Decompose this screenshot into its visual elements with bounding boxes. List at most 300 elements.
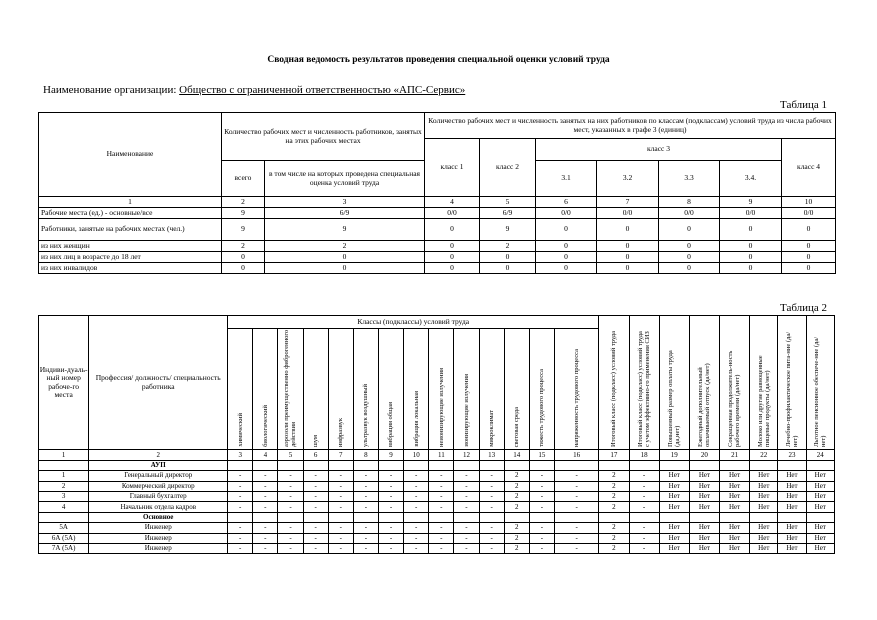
t1-header-incl: в том числе на которых проведена специальная оценка условий труда: [265, 161, 425, 197]
t1-header-class2: класс 2: [480, 139, 536, 197]
t2-column-numbers: [39, 450, 835, 460]
t2-cell: -: [353, 523, 378, 533]
t2-cell: -: [303, 491, 328, 501]
t2-cell: -: [328, 523, 353, 533]
t1-cell: 0: [536, 252, 597, 263]
t1-cell: 0: [480, 263, 536, 274]
t1-cell: 0: [265, 252, 425, 263]
t1-header-classes: Количество рабочих мест и численность занятых на них работников по классам (подклассам) условий труда из числа рабочих мест, указанных в графе 3 (единиц): [425, 113, 836, 139]
t2-cell: -: [378, 523, 403, 533]
t2-section-row: [39, 512, 835, 522]
t2-cell: -: [554, 533, 598, 543]
t2-cell: Нет: [720, 533, 750, 543]
vertical-header-text: шум: [312, 434, 320, 447]
t2-data-row: [39, 543, 835, 553]
t2-section-spacer: [303, 512, 328, 522]
t2-cell: Нет: [659, 481, 689, 491]
t2-cell: 2: [599, 543, 629, 553]
vertical-header-text: ионизирующие излучения: [462, 374, 470, 447]
t2-cell: Нет: [720, 491, 750, 501]
t2-factor-header: [404, 329, 429, 450]
t1-data-row: [39, 252, 836, 263]
t2-cell: Нет: [689, 481, 719, 491]
t2-cell: -: [404, 502, 429, 512]
t2-cell: Нет: [659, 543, 689, 553]
t2-section-spacer: [328, 512, 353, 522]
t2-cell: 2: [599, 523, 629, 533]
t2-section-spacer: [378, 460, 403, 470]
vertical-header-text: неионизирующие излучения: [437, 368, 445, 447]
t1-cell: 0: [222, 263, 265, 274]
t2-section-spacer: [599, 512, 629, 522]
t2-cell: Нет: [659, 471, 689, 481]
t2-data-row: [39, 533, 835, 543]
t2-cell: 2: [599, 471, 629, 481]
t2-cell: -: [253, 533, 278, 543]
t2-cell: -: [228, 491, 253, 501]
t2-header-classes: Классы (подклассы) условий труда: [228, 316, 599, 329]
t1-cell: 0/0: [720, 208, 782, 219]
t2-cell: -: [404, 481, 429, 491]
t1-cell: 2: [480, 241, 536, 252]
t1-cell: 0: [597, 252, 659, 263]
organization-name: Общество с ограниченной ответственностью «АПС-Сервис»: [179, 84, 466, 96]
t2-cell: -: [529, 502, 554, 512]
t2-cell: -: [328, 471, 353, 481]
t2-cell: -: [328, 502, 353, 512]
t2-cell: -: [429, 491, 454, 501]
t1-header-3-1: 3.1: [536, 161, 597, 197]
t2-cell: -: [278, 502, 303, 512]
t2-section-spacer: [228, 512, 253, 522]
t2-cell: -: [529, 491, 554, 501]
t1-cell: 0: [425, 241, 480, 252]
t2-cell: -: [454, 533, 479, 543]
t2-cell: -: [554, 491, 598, 501]
t2-cell: -: [454, 481, 479, 491]
t1-cell: 0: [265, 263, 425, 274]
t2-cell: Нет: [750, 523, 778, 533]
t2-cell: -: [404, 491, 429, 501]
t2-section-spacer: [778, 460, 806, 470]
t1-row-label: из них инвалидов: [39, 263, 222, 274]
t2-cell: -: [253, 523, 278, 533]
t2-cell: -: [328, 481, 353, 491]
vertical-header-text: ультразвук воздушный: [362, 383, 370, 447]
t2-section-spacer: [629, 512, 659, 522]
t2-cell: -: [228, 481, 253, 491]
t2-cell: -: [353, 533, 378, 543]
vertical-header-text: Льготное пенсионное обеспече-ние (да/нет): [813, 336, 828, 447]
t2-cell: -: [554, 471, 598, 481]
t2-cell: -: [328, 491, 353, 501]
t2-cell: -: [353, 543, 378, 553]
t2-header-profession: Профессия/ должность/ специальность работника: [89, 316, 228, 450]
t2-section-spacer: [720, 460, 750, 470]
t2-section-spacer: [454, 460, 479, 470]
summary-table-2: [38, 315, 835, 554]
t2-cell: Нет: [720, 481, 750, 491]
t2-cell: Нет: [778, 533, 806, 543]
t2-colnum: 14: [504, 450, 529, 460]
t2-cell: -: [554, 481, 598, 491]
t2-section-spacer: [328, 460, 353, 470]
t2-section-spacer: [778, 512, 806, 522]
t2-cell: Нет: [806, 523, 834, 533]
t2-header-nutrition: [778, 316, 806, 450]
t2-section-spacer: [479, 460, 504, 470]
t2-profession: Коммерческий директор: [89, 481, 228, 491]
t2-section-spacer: [39, 460, 89, 470]
t1-cell: 2: [265, 241, 425, 252]
t2-section-spacer: [720, 512, 750, 522]
t1-header-count: Количество рабочих мест и численность работников, занятых на этих рабочих местах: [222, 113, 425, 161]
t2-cell: -: [454, 523, 479, 533]
t2-profession: Инженер: [89, 543, 228, 553]
t2-factor-header: [228, 329, 253, 450]
t2-cell: Нет: [720, 543, 750, 553]
t2-factor-header: [429, 329, 454, 450]
t2-cell: -: [378, 471, 403, 481]
t2-cell: -: [479, 533, 504, 543]
t1-cell: 0: [659, 219, 720, 241]
t2-cell: Нет: [689, 502, 719, 512]
t2-cell: 2: [504, 543, 529, 553]
t2-colnum: 9: [378, 450, 403, 460]
t2-section-spacer: [689, 460, 719, 470]
t2-cell: Нет: [750, 543, 778, 553]
t1-colnum: 10: [782, 197, 836, 208]
vertical-header-text: тяжесть трудового процесса: [538, 369, 546, 447]
t2-section-spacer: [750, 512, 778, 522]
t2-colnum: 15: [529, 450, 554, 460]
t2-section-spacer: [353, 460, 378, 470]
t2-cell: -: [328, 533, 353, 543]
t2-cell: -: [278, 481, 303, 491]
t2-cell: -: [278, 533, 303, 543]
t2-cell: -: [303, 471, 328, 481]
t2-workplace-id: 4: [39, 502, 89, 512]
t2-cell: 2: [599, 502, 629, 512]
t2-cell: 2: [504, 502, 529, 512]
t1-cell: 9: [265, 219, 425, 241]
t2-cell: -: [629, 471, 659, 481]
t2-colnum: 3: [228, 450, 253, 460]
t1-column-numbers: [39, 197, 836, 208]
t2-cell: Нет: [689, 523, 719, 533]
t2-profession: Инженер: [89, 533, 228, 543]
t1-cell: 0: [425, 219, 480, 241]
t2-cell: -: [454, 543, 479, 553]
t2-cell: Нет: [778, 481, 806, 491]
t2-profession: Инженер: [89, 523, 228, 533]
t2-cell: -: [629, 491, 659, 501]
t2-cell: -: [253, 481, 278, 491]
t2-factor-header: [504, 329, 529, 450]
t2-header-id: Индиви-дуаль-ный номер рабоче-го места: [39, 316, 89, 450]
t1-cell: 2: [222, 241, 265, 252]
organization-line: [43, 84, 465, 96]
t2-section-row: [39, 460, 835, 470]
t1-cell: 0/0: [597, 208, 659, 219]
t1-colnum: 3: [265, 197, 425, 208]
t1-colnum: 4: [425, 197, 480, 208]
t2-colnum: 16: [554, 450, 598, 460]
t2-section-spacer: [554, 512, 598, 522]
t1-cell: 0: [782, 252, 836, 263]
t2-data-row: [39, 523, 835, 533]
t1-cell: 0: [480, 252, 536, 263]
t2-cell: Нет: [806, 471, 834, 481]
t2-cell: 2: [504, 533, 529, 543]
t2-cell: Нет: [720, 523, 750, 533]
t1-cell: 0: [536, 263, 597, 274]
t1-data-row: [39, 219, 836, 241]
t1-header-class3: класс 3: [536, 139, 782, 161]
t2-cell: -: [529, 523, 554, 533]
t2-header-pension: [806, 316, 834, 450]
t1-cell: 0: [222, 252, 265, 263]
t2-cell: Нет: [750, 481, 778, 491]
t2-data-row: [39, 502, 835, 512]
vertical-header-text: биологический: [261, 405, 269, 447]
vertical-header-text: Сокращенная продолжитель-ность рабочего времени (да/нет): [727, 350, 742, 447]
vertical-header-text: вибрация локальная: [412, 391, 420, 447]
t2-colnum: 12: [454, 450, 479, 460]
t2-cell: -: [629, 523, 659, 533]
t1-cell: 0/0: [782, 208, 836, 219]
t2-colnum: 10: [404, 450, 429, 460]
t2-section-spacer: [353, 512, 378, 522]
t1-cell: 0: [536, 219, 597, 241]
t2-cell: -: [529, 471, 554, 481]
t2-section-spacer: [529, 512, 554, 522]
t1-cell: 9: [480, 219, 536, 241]
t2-cell: -: [404, 533, 429, 543]
t2-section-spacer: [253, 460, 278, 470]
t2-cell: Нет: [689, 491, 719, 501]
t2-section-spacer: [404, 460, 429, 470]
t2-cell: -: [454, 491, 479, 501]
t1-cell: 0: [720, 263, 782, 274]
t2-cell: Нет: [806, 491, 834, 501]
t1-cell: 0: [425, 263, 480, 274]
t2-profession: Генеральный директор: [89, 471, 228, 481]
t2-cell: -: [479, 481, 504, 491]
t2-cell: Нет: [778, 523, 806, 533]
t1-data-row: [39, 208, 836, 219]
t2-factor-header: [278, 329, 303, 450]
t2-factor-header: [454, 329, 479, 450]
t2-cell: 2: [504, 481, 529, 491]
t2-section-spacer: [689, 512, 719, 522]
t1-header-class1: класс 1: [425, 139, 480, 197]
t2-factor-header: [529, 329, 554, 450]
t1-row-label: Рабочие места (ед.) - основные/все: [39, 208, 222, 219]
t1-cell: 0: [597, 263, 659, 274]
t2-header-final-class: [599, 316, 629, 450]
t2-workplace-id: 7А (5А): [39, 543, 89, 553]
t2-cell: -: [378, 533, 403, 543]
t2-cell: -: [404, 523, 429, 533]
t2-cell: 2: [504, 523, 529, 533]
t1-cell: 9: [222, 208, 265, 219]
t2-section-spacer: [554, 460, 598, 470]
t2-factor-header: [378, 329, 403, 450]
vertical-header-text: Итоговый класс (подкласс) условий труда с учетом эффективно-го применения СИЗ: [636, 331, 652, 447]
t2-header-short-hours: [720, 316, 750, 450]
t2-section-spacer: [504, 512, 529, 522]
t2-cell: -: [479, 543, 504, 553]
vertical-header-text: аэрозоли преимущественно фиброгенного действия: [283, 329, 298, 447]
t1-cell: 0: [597, 241, 659, 252]
t2-cell: Нет: [720, 471, 750, 481]
t2-section-spacer: [529, 460, 554, 470]
t1-cell: 0: [425, 252, 480, 263]
t2-factor-header: [328, 329, 353, 450]
t2-section-spacer: [228, 460, 253, 470]
t1-data-row: [39, 263, 836, 274]
t1-cell: 6/9: [265, 208, 425, 219]
t2-cell: Нет: [778, 471, 806, 481]
t2-cell: Нет: [659, 533, 689, 543]
t2-section-spacer: [806, 512, 834, 522]
t1-data-row: [39, 241, 836, 252]
t1-cell: 0: [720, 252, 782, 263]
t2-cell: -: [353, 481, 378, 491]
t2-section-spacer: [659, 512, 689, 522]
t2-cell: -: [303, 523, 328, 533]
t2-data-row: [39, 491, 835, 501]
t1-cell: 6/9: [480, 208, 536, 219]
t1-cell: 0/0: [425, 208, 480, 219]
t2-cell: -: [303, 543, 328, 553]
t2-cell: 2: [504, 471, 529, 481]
t2-cell: -: [278, 523, 303, 533]
t2-colnum: 1: [39, 450, 89, 460]
t2-section-spacer: [806, 460, 834, 470]
t2-section-spacer: [278, 512, 303, 522]
t2-header-pay: [659, 316, 689, 450]
t2-cell: -: [429, 471, 454, 481]
t2-factor-header: [253, 329, 278, 450]
t2-section-spacer: [659, 460, 689, 470]
t2-cell: -: [479, 491, 504, 501]
t1-header-3-2: 3.2: [597, 161, 659, 197]
t2-cell: -: [353, 502, 378, 512]
t2-factor-header: [554, 329, 598, 450]
t2-cell: -: [253, 471, 278, 481]
t2-profession: Начальник отдела кадров: [89, 502, 228, 512]
t2-cell: Нет: [778, 491, 806, 501]
t2-cell: -: [253, 491, 278, 501]
t2-cell: -: [328, 543, 353, 553]
t1-header-class4: класс 4: [782, 139, 836, 197]
t2-cell: Нет: [806, 481, 834, 491]
t1-cell: 0/0: [659, 208, 720, 219]
t2-cell: -: [479, 523, 504, 533]
t2-cell: -: [454, 471, 479, 481]
vertical-header-text: напряженность трудового процесса: [573, 348, 581, 447]
t2-cell: Нет: [806, 543, 834, 553]
t1-header-total: всего: [222, 161, 265, 197]
t2-cell: -: [529, 543, 554, 553]
t2-section-spacer: [629, 460, 659, 470]
vertical-header-text: Итоговый класс (подкласс) условий труда: [610, 331, 618, 447]
t2-colnum: 6: [303, 450, 328, 460]
t2-cell: -: [429, 481, 454, 491]
t2-cell: Нет: [778, 502, 806, 512]
t2-cell: -: [278, 543, 303, 553]
t2-cell: Нет: [659, 502, 689, 512]
t2-colnum: 22: [750, 450, 778, 460]
t2-factor-header: [353, 329, 378, 450]
t2-section-name: АУП: [89, 460, 228, 470]
t2-cell: -: [353, 471, 378, 481]
t2-cell: Нет: [659, 523, 689, 533]
t2-cell: -: [554, 543, 598, 553]
t2-cell: Нет: [750, 471, 778, 481]
t2-cell: -: [278, 491, 303, 501]
t2-cell: 2: [599, 481, 629, 491]
vertical-header-text: световая среда: [513, 406, 521, 447]
t2-cell: -: [303, 533, 328, 543]
t1-cell: 0/0: [536, 208, 597, 219]
t2-cell: Нет: [689, 543, 719, 553]
t2-cell: -: [629, 533, 659, 543]
t2-cell: -: [479, 471, 504, 481]
t1-cell: 0: [782, 241, 836, 252]
organization-label: Наименование организации:: [43, 84, 177, 96]
t1-cell: 0: [536, 241, 597, 252]
t2-colnum: 19: [659, 450, 689, 460]
summary-table-1: [38, 112, 836, 274]
t2-cell: -: [429, 523, 454, 533]
t2-cell: -: [228, 471, 253, 481]
t2-cell: -: [303, 481, 328, 491]
t1-cell: 0: [659, 252, 720, 263]
vertical-header-text: Ежегодный дополнительный оплачиваемый отпуск (да/нет): [697, 363, 712, 447]
vertical-header-text: инфразвук: [337, 417, 345, 447]
vertical-header-text: Повышенный размер оплаты труда (да,нет): [667, 350, 682, 447]
t2-cell: -: [429, 533, 454, 543]
vertical-header-text: Лечебно-профилактическое пита-ние (да/нет): [784, 331, 799, 447]
t1-row-label: Работники, занятые на рабочих местах (чел.): [39, 219, 222, 241]
t2-colnum: 8: [353, 450, 378, 460]
t2-data-row: [39, 481, 835, 491]
t2-factor-header: [479, 329, 504, 450]
t2-cell: 2: [599, 491, 629, 501]
t2-cell: Нет: [806, 533, 834, 543]
t2-cell: Нет: [750, 502, 778, 512]
t1-colnum: 5: [480, 197, 536, 208]
vertical-header-text: микроклимат: [488, 410, 496, 447]
t2-section-spacer: [479, 512, 504, 522]
t1-colnum: 6: [536, 197, 597, 208]
vertical-header-text: Молоко или другие равноценные пищевые продукты (да/нет): [756, 355, 771, 447]
t2-workplace-id: 5А: [39, 523, 89, 533]
t2-header-vacation: [689, 316, 719, 450]
t2-colnum: 7: [328, 450, 353, 460]
t2-cell: -: [404, 543, 429, 553]
t1-cell: 0: [597, 219, 659, 241]
document-title: Сводная ведомость результатов проведения специальной оценки условий труда: [267, 55, 610, 65]
t2-cell: Нет: [778, 543, 806, 553]
t2-section-spacer: [378, 512, 403, 522]
t1-colnum: 9: [720, 197, 782, 208]
t2-cell: -: [529, 481, 554, 491]
t2-cell: Нет: [750, 491, 778, 501]
